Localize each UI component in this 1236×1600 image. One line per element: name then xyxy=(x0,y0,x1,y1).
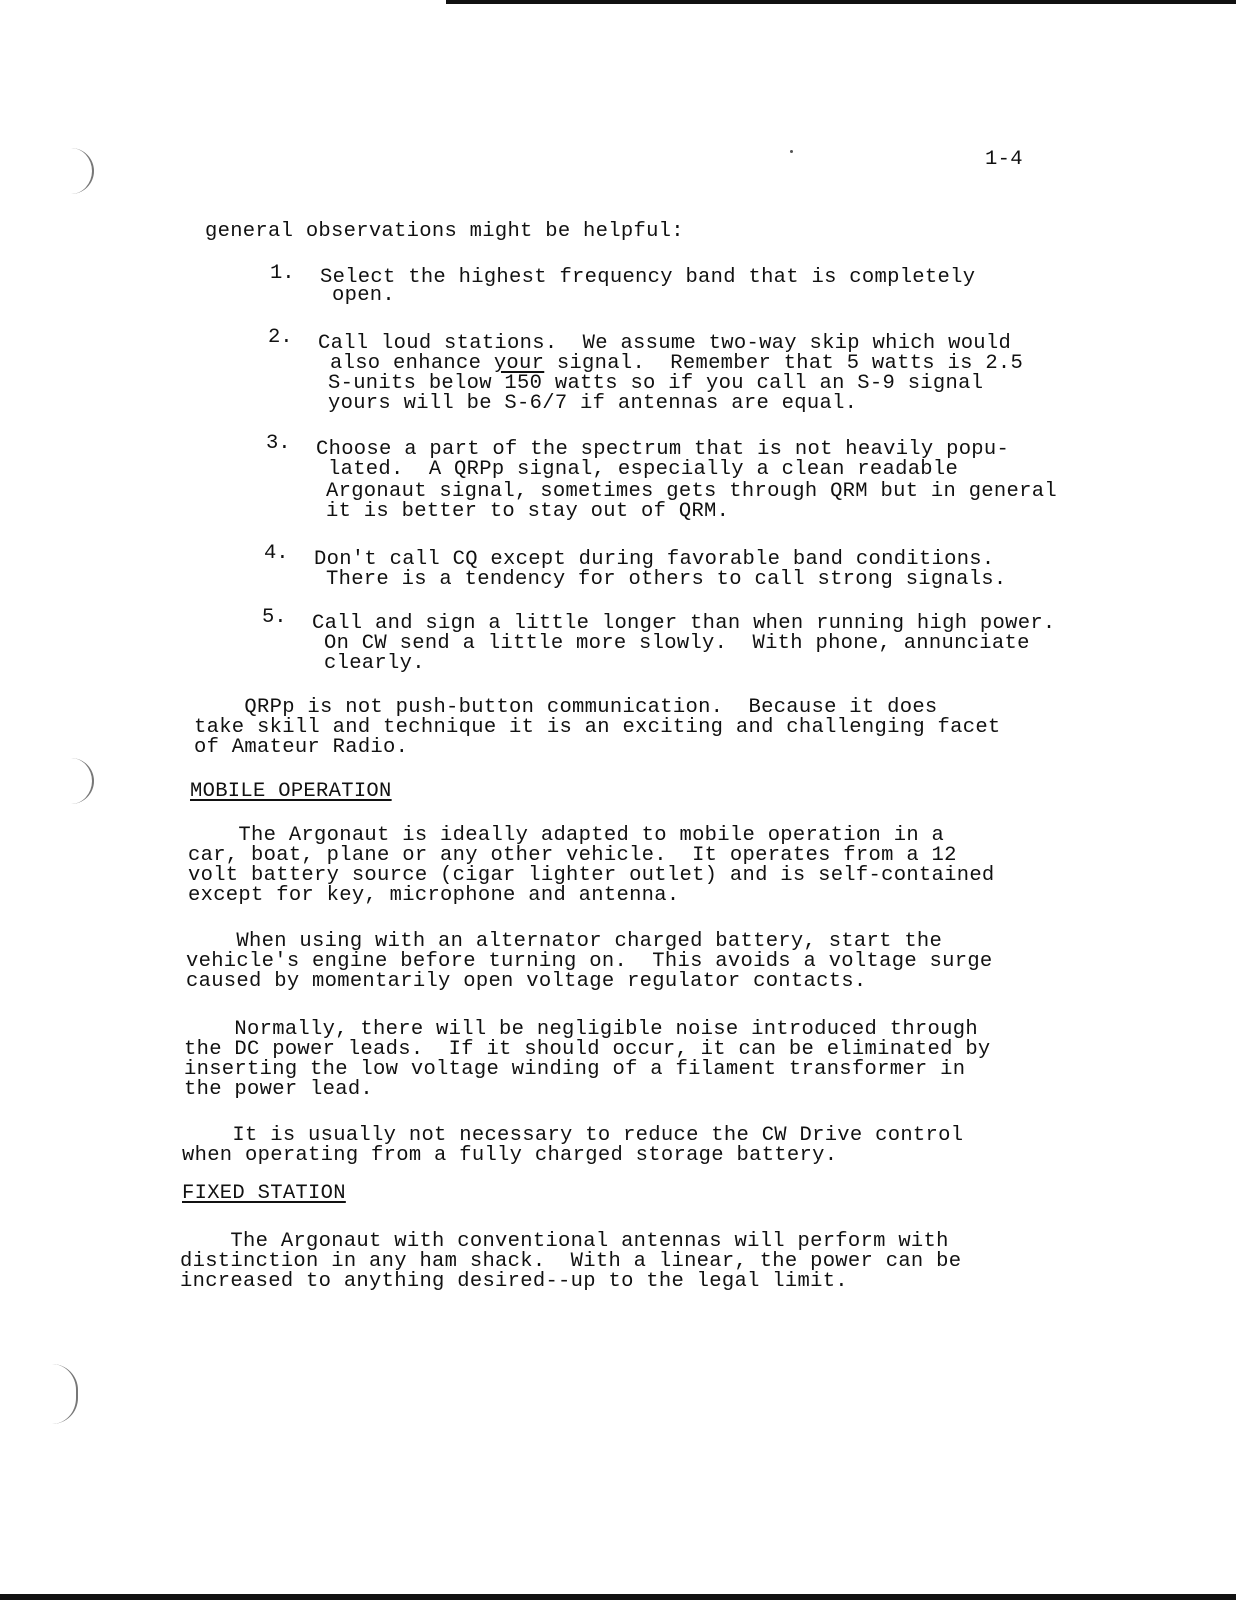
paragraph-line: QRPp is not push-button communication. Because it does xyxy=(194,696,938,719)
binder-hole-mark xyxy=(62,758,94,804)
list-line: S-units below 150 watts so if you call an S-9 signal xyxy=(328,372,984,395)
list-line: Select the highest frequency band that is completely xyxy=(320,266,976,289)
list-line: Choose a part of the spectrum that is not heavily popu- xyxy=(316,438,1010,461)
paragraph-line: increased to anything desired--up to the legal limit. xyxy=(180,1270,848,1293)
paragraph-line: It is usually not necessary to reduce the CW Drive control xyxy=(182,1124,964,1147)
list-number: 4. xyxy=(264,542,289,565)
paragraph-line: of Amateur Radio. xyxy=(194,736,409,759)
paragraph-line: When using with an alternator charged battery, start the xyxy=(186,930,943,953)
list-line: There is a tendency for others to call strong signals. xyxy=(326,568,1007,591)
scan-speck xyxy=(790,150,793,153)
binder-hole-mark xyxy=(46,1364,78,1424)
paragraph-line: volt battery source (cigar lighter outlet) and is self-contained xyxy=(188,864,995,887)
binder-hole-mark xyxy=(62,148,94,194)
section-heading-fixed: FIXED STATION xyxy=(182,1182,346,1205)
list-line: yours will be S-6/7 if antennas are equal. xyxy=(328,392,858,415)
list-line: Call and sign a little longer than when running high power. xyxy=(312,612,1056,635)
scan-bottom-border xyxy=(0,1594,1236,1600)
paragraph-line: car, boat, plane or any other vehicle. It operates from a 12 xyxy=(188,844,957,867)
paragraph-line: The Argonaut is ideally adapted to mobile operation in a xyxy=(188,824,945,847)
list-number: 2. xyxy=(268,326,293,349)
paragraph-line: caused by momentarily open voltage regulator contacts. xyxy=(186,970,867,993)
emphasis-your: your xyxy=(493,352,545,375)
paragraph-line: when operating from a fully charged storage battery. xyxy=(182,1144,838,1167)
paragraph-line: Normally, there will be negligible noise introduced through xyxy=(184,1018,978,1041)
section-heading-mobile: MOBILE OPERATION xyxy=(190,780,392,803)
list-line: Call loud stations. We assume two-way skip which would xyxy=(318,332,1012,355)
list-number: 3. xyxy=(266,432,291,455)
paragraph-line: The Argonaut with conventional antennas will perform with xyxy=(180,1230,949,1253)
list-line: also enhance your signal. Remember that 5 watts is 2.5 xyxy=(330,352,1024,375)
page-number: 1-4 xyxy=(985,148,1023,171)
paragraph-line: distinction in any ham shack. With a linear, the power can be xyxy=(180,1250,962,1273)
paragraph-line: vehicle's engine before turning on. This avoids a voltage surge xyxy=(186,950,993,973)
list-line: open. xyxy=(332,284,396,307)
list-line: lated. A QRPp signal, especially a clean readable xyxy=(328,458,959,481)
paragraph-line: the power lead. xyxy=(184,1078,374,1101)
paragraph-line: inserting the low voltage winding of a filament transformer in xyxy=(184,1058,966,1081)
list-line: it is better to stay out of QRM. xyxy=(326,500,730,523)
paragraph-line: take skill and technique it is an exciting and challenging facet xyxy=(194,716,1001,739)
list-line: clearly. xyxy=(324,652,425,675)
scan-top-border xyxy=(446,0,1236,4)
paragraph-line: the DC power leads. If it should occur, it can be eliminated by xyxy=(184,1038,991,1061)
list-line: Argonaut signal, sometimes gets through QRM but in general xyxy=(326,480,1057,503)
list-number: 1. xyxy=(270,262,295,285)
list-line: Don't call CQ except during favorable band conditions. xyxy=(314,548,995,571)
list-line: On CW send a little more slowly. With phone, annunciate xyxy=(324,632,1030,655)
intro-line: general observations might be helpful: xyxy=(205,220,684,243)
paragraph-line: except for key, microphone and antenna. xyxy=(188,884,680,907)
list-number: 5. xyxy=(262,606,287,629)
